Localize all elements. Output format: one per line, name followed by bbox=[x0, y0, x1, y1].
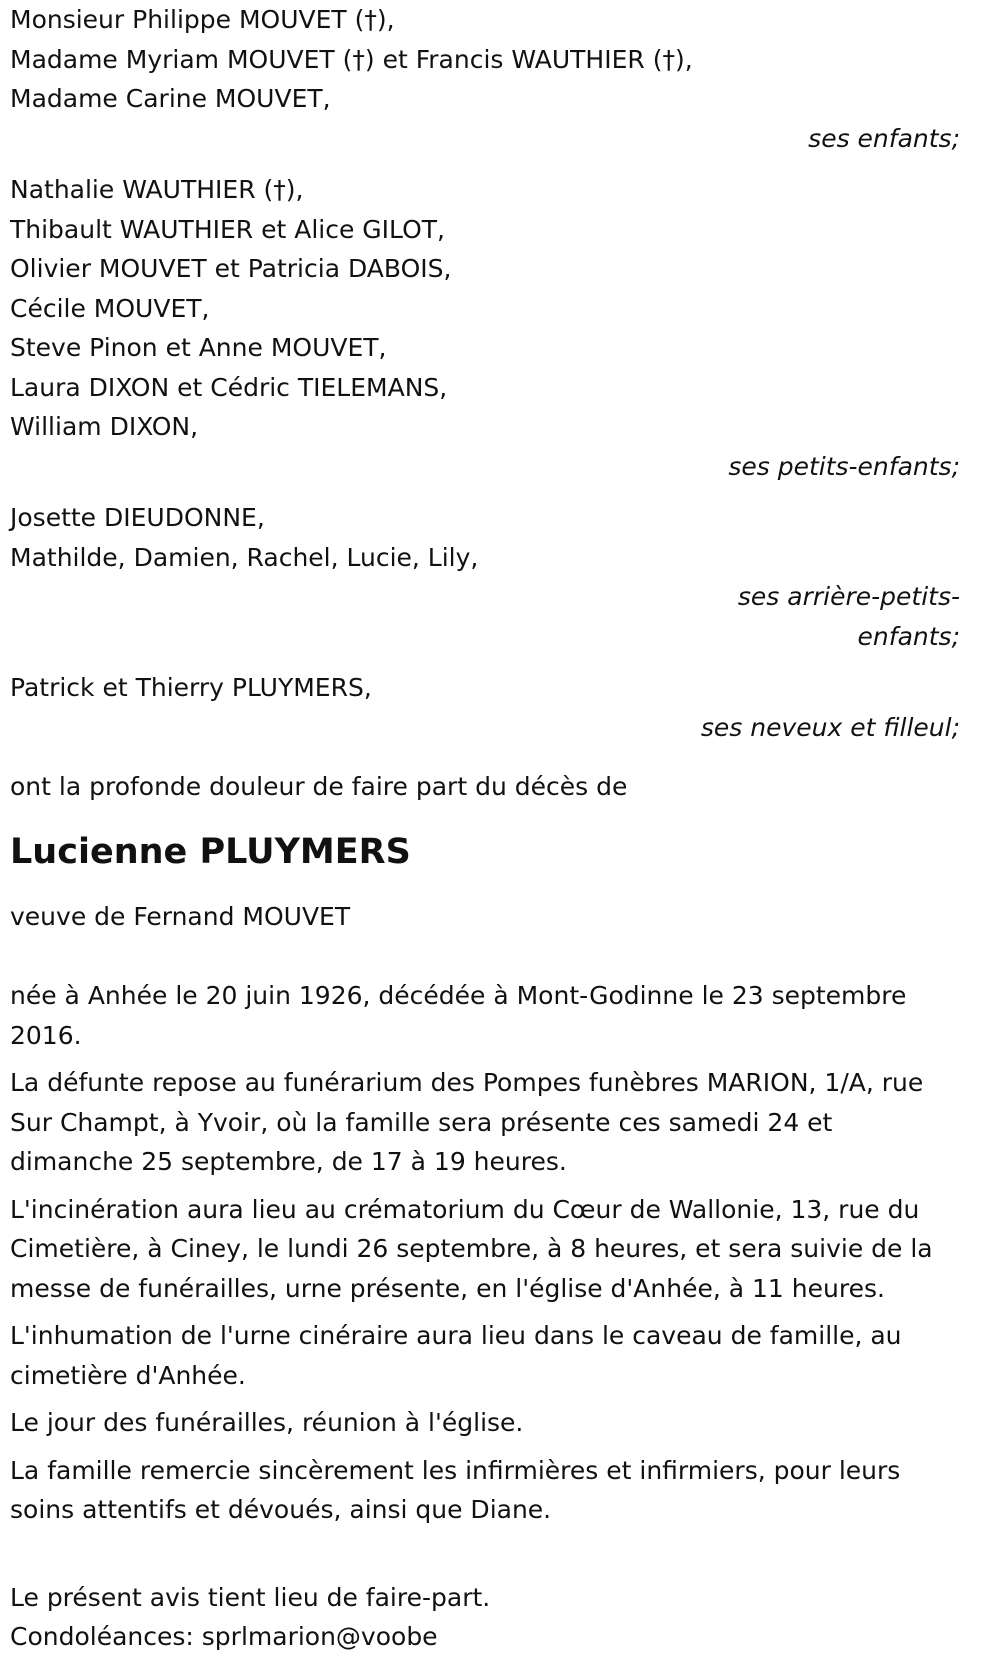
relationship-label-grandchildren: ses petits-enfants; bbox=[728, 451, 960, 481]
relationship-label-great-grandchildren-cont: enfants; bbox=[857, 621, 960, 651]
condolences-text: Condoléances: sprlmarion@voobe bbox=[10, 1622, 438, 1651]
family-group-children bbox=[10, 0, 960, 158]
announcement-text: ont la profonde douleur de faire part du décès de bbox=[10, 772, 628, 801]
obituary-notice bbox=[10, 0, 960, 1657]
deceased-name: Lucienne PLUYMERS bbox=[10, 831, 411, 872]
visitation-paragraph: La défunte repose au funérarium des Pompes funèbres MARION, 1/A, rue Sur Champt, à Yvoir, où la famille sera présente ces samedi 24 et dimanche 25 septembre, de 17 à 19 heures. bbox=[10, 1068, 924, 1176]
relationship-label-nephews: ses neveux et filleul; bbox=[700, 712, 960, 742]
relationship-label-great-grandchildren: ses arrière-petits- bbox=[737, 582, 960, 611]
family-member-line: Madame Myriam MOUVET (†) et Francis WAUTHIER (†), bbox=[10, 44, 693, 74]
family-member-line: Thibault WAUTHIER et Alice GILOT, bbox=[10, 214, 445, 244]
family-member-line: Josette DIEUDONNE, bbox=[10, 503, 265, 532]
family-group-great-grandchildren bbox=[10, 498, 960, 656]
family-member-line: Nathalie WAUTHIER (†), bbox=[10, 175, 304, 204]
birth-death-paragraph: née à Anhée le 20 juin 1926, décédée à Mont-Godinne le 23 septembre 2016. bbox=[10, 981, 907, 1050]
notice-text: Le présent avis tient lieu de faire-part. bbox=[10, 1582, 491, 1612]
family-member-line: Mathilde, Damien, Rachel, Lucie, Lily, bbox=[10, 542, 479, 572]
relationship-label-children: ses enfants; bbox=[808, 123, 960, 153]
family-member-line: Madame Carine MOUVET, bbox=[10, 84, 331, 113]
thanks-paragraph: La famille remercie sincèrement les infirmières et infirmiers, pour leurs soins attentifs et dévoués, ainsi que Diane. bbox=[10, 1455, 901, 1524]
widow-of-text: veuve de Fernand MOUVET bbox=[10, 901, 351, 931]
reunion-paragraph: Le jour des funérailles, réunion à l'église. bbox=[10, 1408, 524, 1437]
cremation-paragraph: L'incinération aura lieu au crématorium du Cœur de Wallonie, 13, rue du Cimetière, à Ciney, le lundi 26 septembre, à 8 heures, et sera suivie de la messe de funérailles, urne présente, en l'église d'Anhée, à 11 heures. bbox=[10, 1194, 933, 1303]
details-section bbox=[10, 976, 960, 1530]
family-member-line: Laura DIXON et Cédric TIELEMANS, bbox=[10, 372, 448, 402]
family-member-line: Cécile MOUVET, bbox=[10, 293, 210, 323]
family-member-line: Patrick et Thierry PLUYMERS, bbox=[10, 673, 372, 702]
footer bbox=[10, 1578, 960, 1657]
burial-paragraph: L'inhumation de l'urne cinéraire aura lieu dans le caveau de famille, au cimetière d'Anhée. bbox=[10, 1321, 902, 1390]
family-member-line: Monsieur Philippe MOUVET (†), bbox=[10, 5, 395, 34]
family-group-grandchildren bbox=[10, 170, 960, 486]
family-member-line: Steve Pinon et Anne MOUVET, bbox=[10, 333, 387, 362]
family-group-nephews bbox=[10, 668, 960, 747]
family-member-line: Olivier MOUVET et Patricia DABOIS, bbox=[10, 254, 452, 283]
family-member-line: William DIXON, bbox=[10, 412, 199, 441]
